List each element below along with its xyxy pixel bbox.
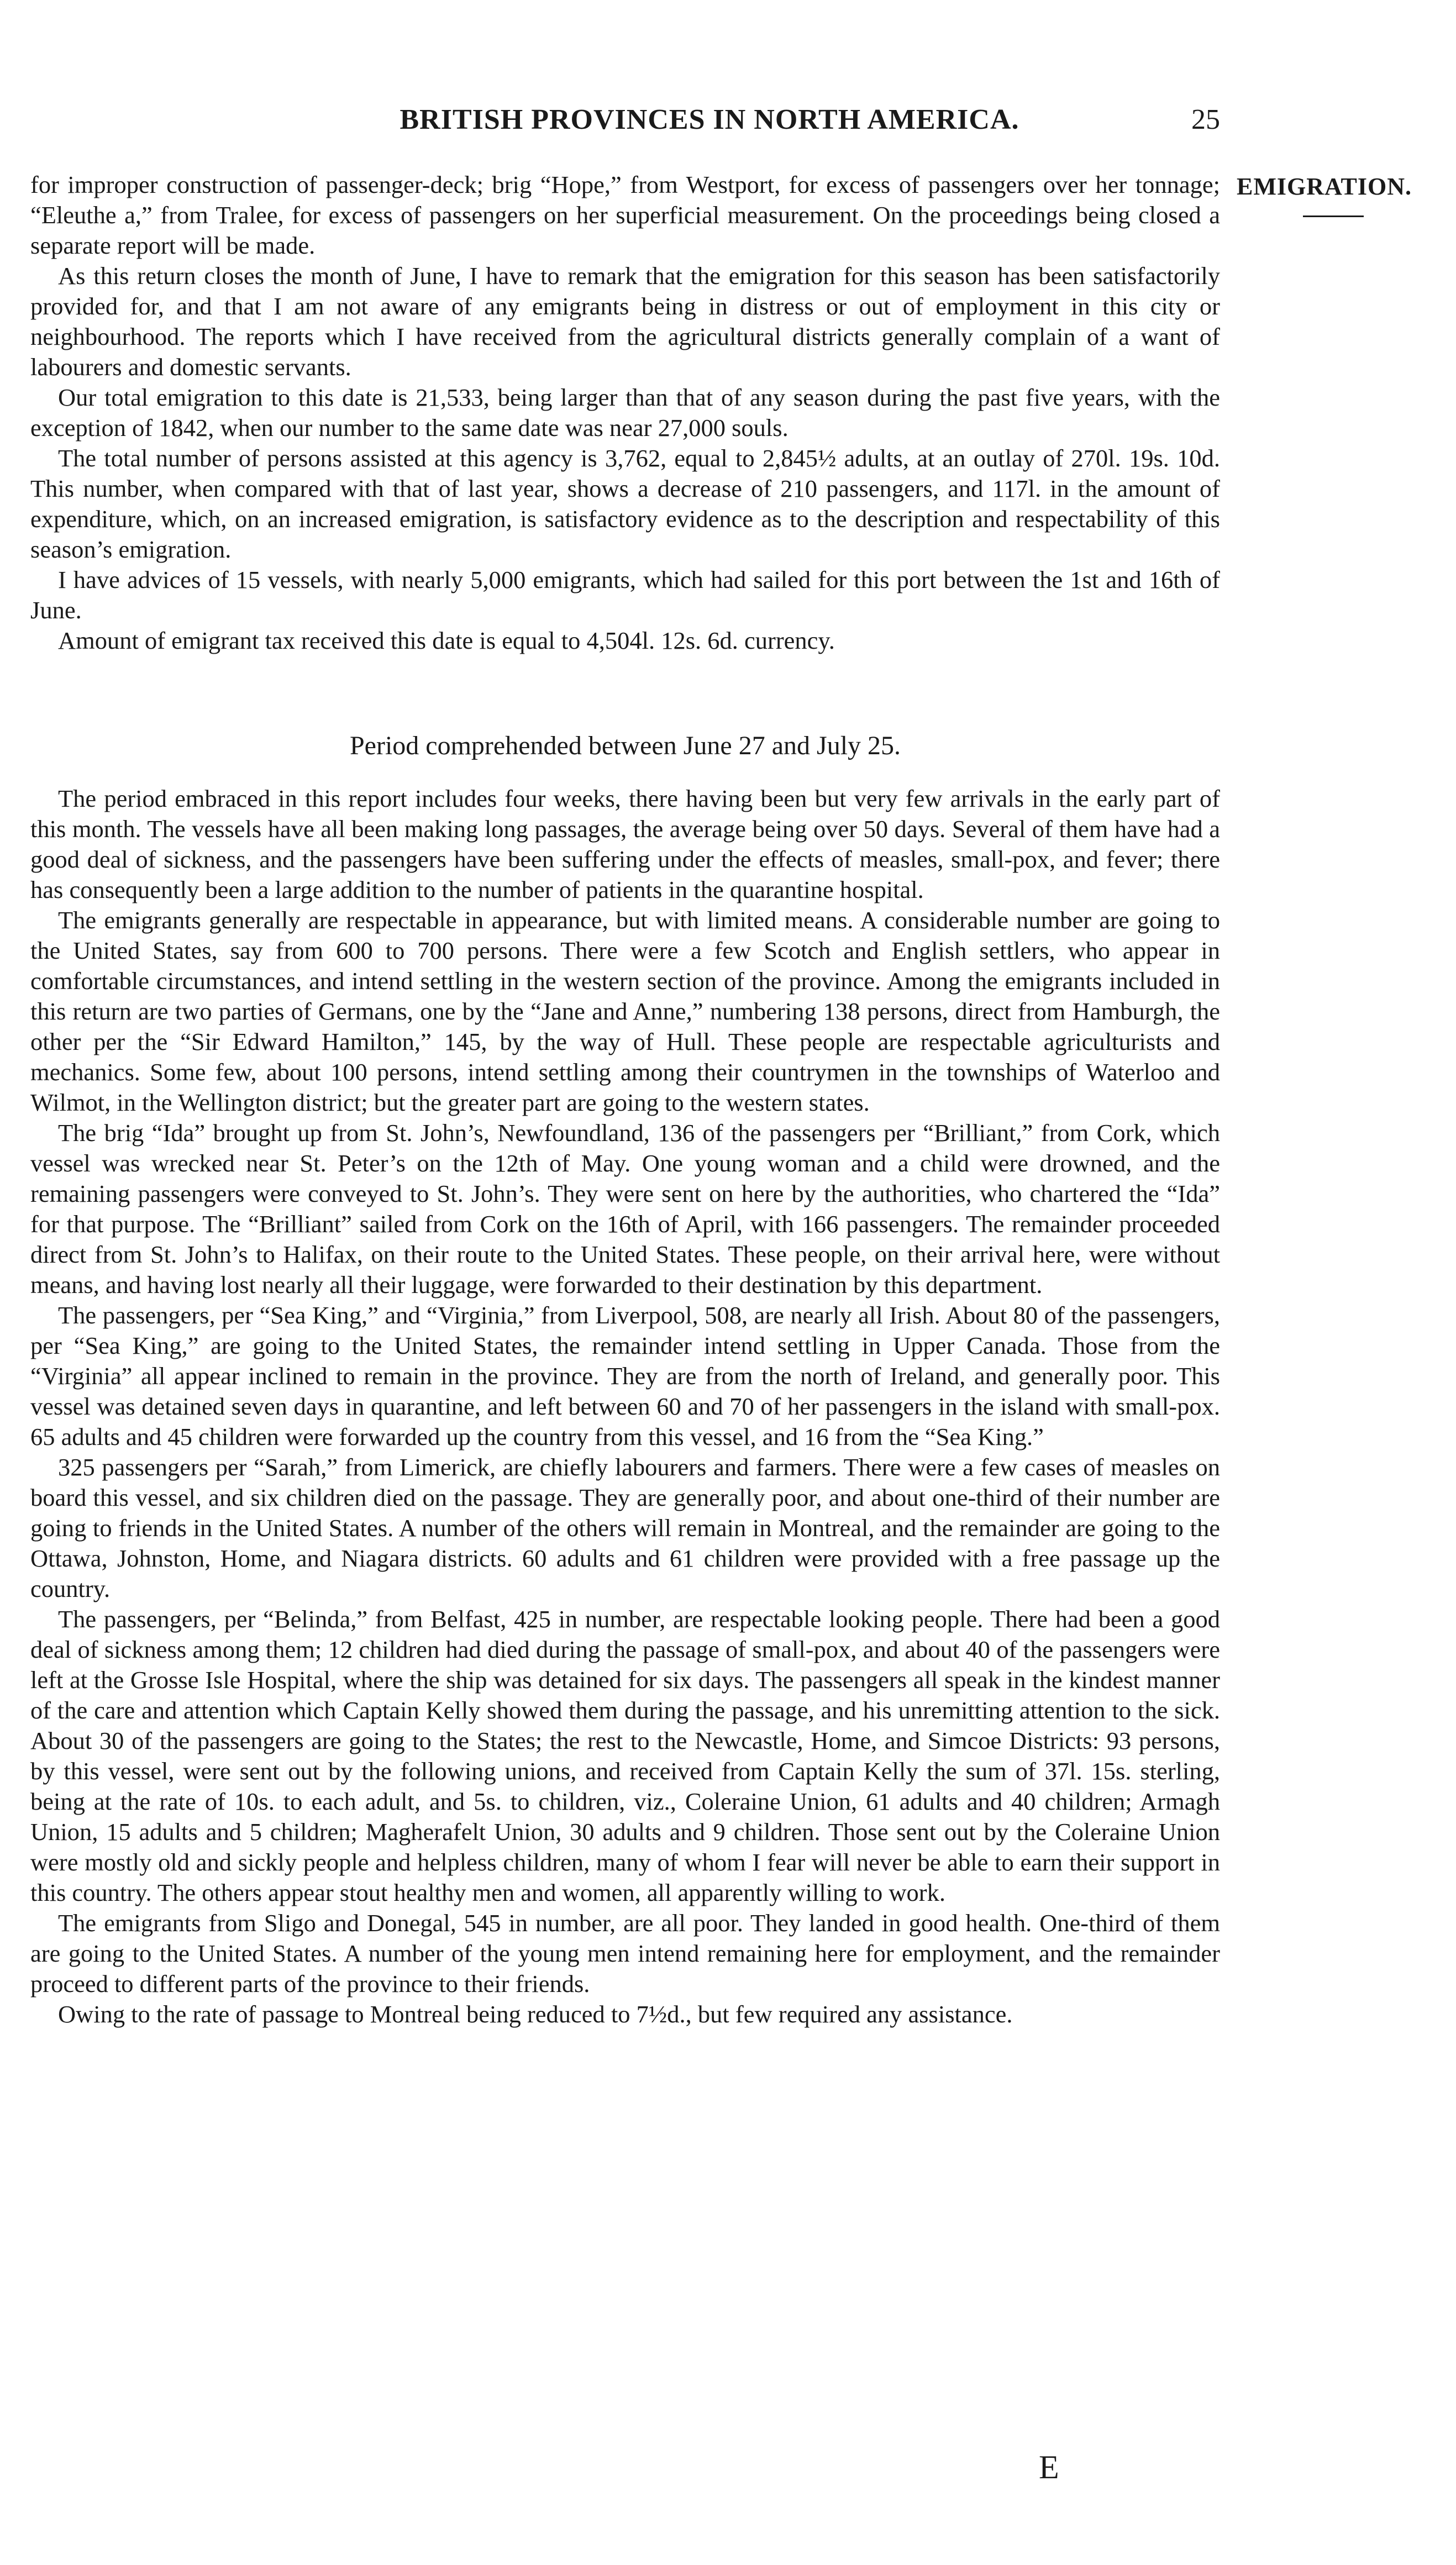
paragraph: Amount of emigrant tax received this date is equal to 4,504l. 12s. 6d. currency. [58,627,835,654]
running-head [199,101,1220,139]
paragraph: The emigrants generally are respectable in appearance, but with limited means. A considerable number are going to the United States, say from 600 to 700 persons. There were a few Scotch and English settlers, who appear in comfortable circumstances, and intend settling in the western section of the province. Among the emigrants included in this return are two parties of Germans, one by the “Jane and Anne,” numbering 138 persons, direct from Hamburgh, the other per the “Sir Edward Hamilton,” 145, by the way of Hull. These people are respectable agriculturists and mechanics. Some few, about 100 persons, intend settling among their countrymen in the townships of Waterloo and Wilmot, in the Wellington district; but the greater part are going to the western states. [30,906,1220,1116]
running-title: BRITISH PROVINCES IN NORTH AMERICA. [400,104,1019,135]
text-block-june [30,170,1220,656]
paragraph: The passengers, per “Belinda,” from Belfast, 425 in number, are respectable looking people. There had been a good deal of sickness among them; 12 children had died during the passage of small-pox, and about 40 of the passengers were left at the Grosse Isle Hospital, where the ship was detained for six days. The passengers all speak in the kindest manner of the care and attention which Captain Kelly showed them during the passage, and his unremitting attention to the sick. About 30 of the passengers are going to the States; the rest to the Newcastle, Home, and Simcoe Districts: 93 persons, by this vessel, were sent out by the following unions, and received from Captain Kelly the sum of 37l. 15s. sterling, being at the rate of 10s. to each adult, and 5s. to children, viz., Coleraine Union, 61 adults and 40 children; Armagh Union, 15 adults and 5 children; Magherafelt Union, 30 adults and 9 children. Those sent out by the Coleraine Union were mostly old and sickly people and helpless children, many of whom I fear will never be able to earn their support in this country. The others appear stout healthy men and women, all apparently willing to work. [30,1605,1220,1906]
paragraph: Owing to the rate of passage to Montreal being reduced to 7½d., but few required any assistance. [58,2000,1013,2028]
paragraph: The period embraced in this report includes four weeks, there having been but very few arrivals in the early part of this month. The vessels have all been making long passages, the average being over 50 days. Several of them have had a good deal of sickness, and the passengers have been suffering under the effects of measles, small-pox, and fever; there has consequently been a large addition to the number of patients in the quarantine hospital. [30,785,1220,903]
text-block-july [30,784,1220,2030]
margin-note-rule [1303,215,1364,217]
paragraph: 325 passengers per “Sarah,” from Limerick, are chiefly labourers and farmers. There were a few cases of measles on board this vessel, and six children died on the passage. They are generally poor, and about one-third of their number are going to friends in the United States. A number of the others will remain in Montreal, and the remainder are going to the Ottawa, Johnston, Home, and Niagara districts. 60 adults and 61 children were provided with a free passage up the country. [30,1453,1220,1602]
paragraph: As this return closes the month of June, I have to remark that the emigration for this season has been satisfactorily provided for, and that I am not aware of any emigrants being in distress or out of employment in this city or neighbourhood. The reports which I have received from the agricultural districts generally complain of a want of labourers and domestic servants. [30,262,1220,381]
signature-mark: E [1039,2449,1059,2485]
paragraph: The total number of persons assisted at this agency is 3,762, equal to 2,845½ adults, at an outlay of 270l. 19s. 10d. This number, when compared with that of last year, shows a decrease of 210 passengers, and 117l. in the amount of expenditure, which, on an increased emigration, is satisfactory evidence as to the description and respectability of this season’s emigration. [30,444,1220,563]
margin-note: EMIGRATION. [1237,173,1412,200]
paragraph: for improper construction of passenger-deck; brig “Hope,” from Westport, for excess of passengers over her tonnage; “Eleuthe a,” from Tralee, for excess of passengers on her superficial measurement. On the proceedings being closed a separate report will be made. [30,171,1220,259]
paragraph: The passengers, per “Sea King,” and “Virginia,” from Liverpool, 508, are nearly all Irish. About 80 of the passengers, per “Sea King,” are going to the United States, the remainder intend settling in Upper Canada. Those from the “Virginia” all appear inclined to remain in the province. They are from the north of Ireland, and generally poor. This vessel was detained seven days in quarantine, and left between 60 and 70 of her passengers in the island with small-pox. 65 adults and 45 children were forwarded up the country from this vessel, and 16 from the “Sea King.” [30,1301,1220,1450]
paragraph: The emigrants from Sligo and Donegal, 545 in number, are all poor. They landed in good health. One-third of them are going to the United States. A number of the young men intend remaining here for employment, and the remainder proceed to different parts of the province to their friends. [30,1909,1220,1998]
paragraph: The brig “Ida” brought up from St. John’s, Newfoundland, 136 of the passengers per “Brilliant,” from Cork, which vessel was wrecked near St. Peter’s on the 12th of May. One young woman and a child were drowned, and the remaining passengers were conveyed to St. John’s. They were sent on here by the authorities, who chartered the “Ida” for that purpose. The “Brilliant” sailed from Cork on the 16th of April, with 166 passengers. The remainder proceeded direct from St. John’s to Halifax, on their route to the United States. These people, on their arrival here, were without means, and having lost nearly all their luggage, were forwarded to their destination by this department. [30,1119,1220,1299]
paragraph: Our total emigration to this date is 21,533, being larger than that of any season during the past five years, with the exception of 1842, when our number to the same date was near 27,000 souls. [30,383,1220,441]
section-heading: Period comprehended between June 27 and July 25. [349,731,901,760]
page-number: 25 [1191,104,1220,135]
paragraph: I have advices of 15 vessels, with nearly 5,000 emigrants, which had sailed for this port between the 1st and 16th of June. [30,566,1220,624]
